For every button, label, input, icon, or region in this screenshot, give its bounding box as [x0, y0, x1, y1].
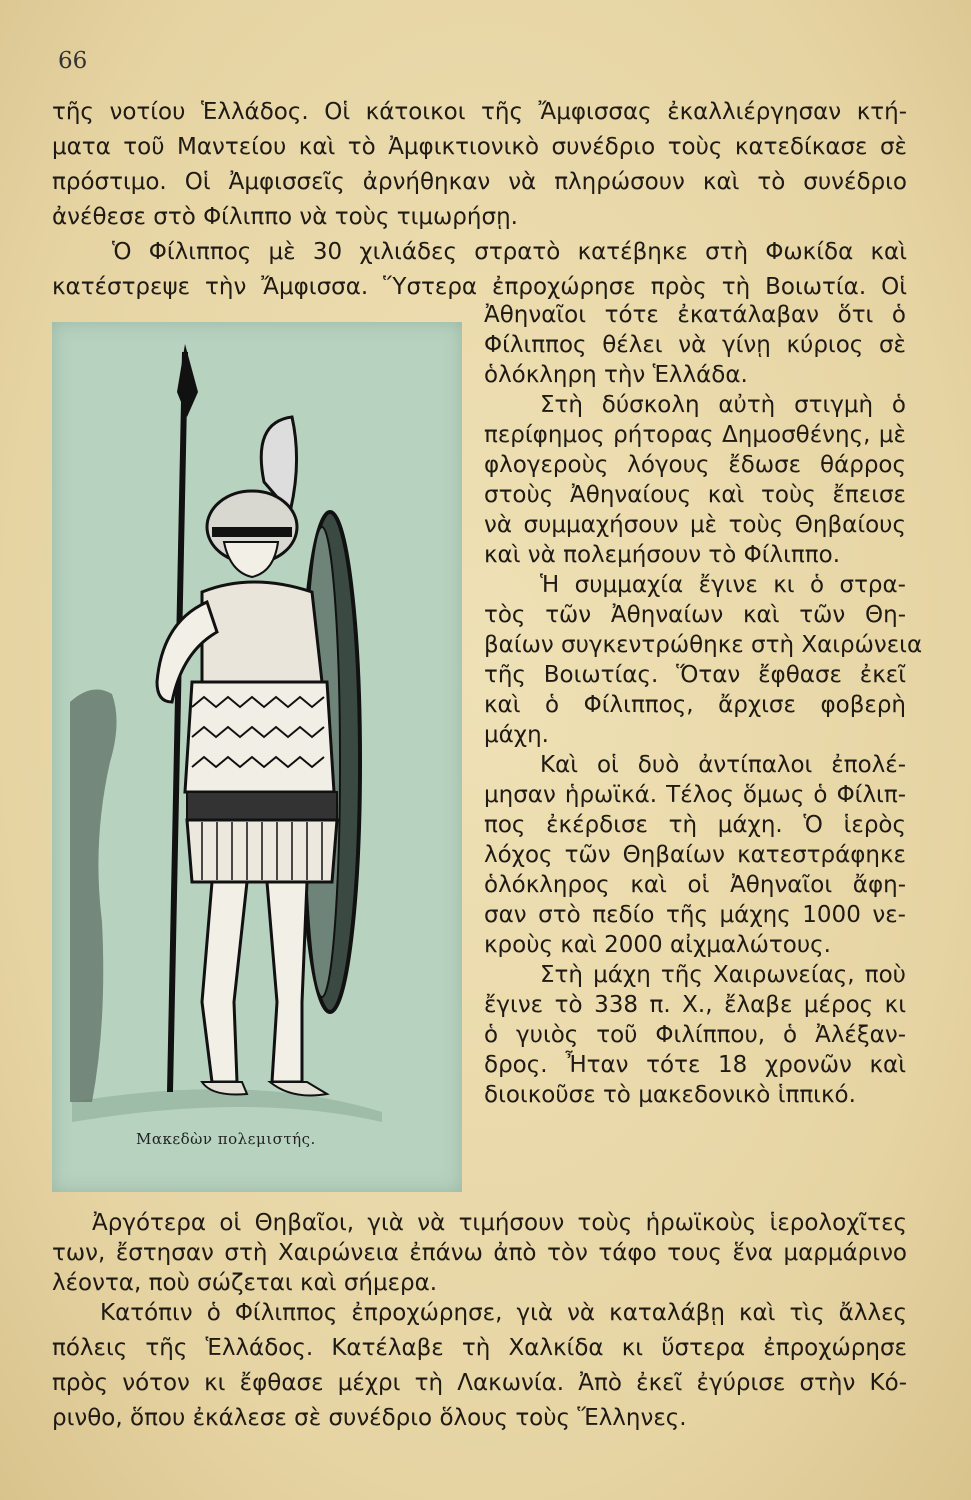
text-line: Ὁ Φίλιππος μὲ 30 χιλιάδες στρατὸ κατέβηκε στὴ Φωκίδα καὶ	[112, 239, 907, 265]
column-line: μησαν ἡρωϊκά. Τέλος ὅμως ὁ Φίλιπ-	[484, 782, 906, 808]
text-line: πρόστιμο. Οἱ Ἀμφισσεῖς ἀρνήθηκαν νὰ πληρώσουν καὶ τὸ συνέδριο	[52, 169, 907, 195]
column-line: πος ἐκέρδισε τὴ μάχη. Ὁ ἱερὸς	[484, 812, 906, 838]
column-line: περίφημος ρήτορας Δημοσθένης, μὲ	[484, 422, 906, 448]
column-line: ὁλόκληρη τὴν Ἑλλάδα.	[484, 362, 748, 388]
text-line: πρὸς νότον κι ἔφθασε μέχρι τὴ Λακωνία. Ἀπὸ ἐκεῖ ἐγύρισε στὴν Κό-	[52, 1370, 907, 1396]
column-line: Φίλιππος θέλει νὰ γίνῃ κύριος σὲ	[484, 332, 906, 358]
column-line: ἔγινε τὸ 338 π. Χ., ἔλαβε μέρος κι	[484, 992, 906, 1018]
column-line: μάχη.	[484, 722, 549, 748]
column-line: Στὴ δύσκολη αὐτὴ στιγμὴ ὁ	[540, 392, 906, 418]
text-line: των, ἔστησαν στὴ Χαιρώνεια ἐπάνω ἀπὸ τὸν τάφο τους ἕνα μαρμάρινο	[52, 1240, 907, 1266]
column-line: τῆς Βοιωτίας. Ὅταν ἔφθασε ἐκεῖ	[484, 662, 906, 688]
column-line: ὁλόκληρος καὶ οἱ Ἀθηναῖοι ἄφη-	[484, 872, 906, 898]
column-line: καὶ ὁ Φίλιππος, ἄρχισε φοβερὴ	[484, 692, 906, 718]
text-line: κατέστρεψε τὴν Ἄμφισσα. Ὕστερα ἐπροχώρησε πρὸς τὴ Βοιωτία. Οἱ	[52, 274, 907, 300]
text-line: ματα τοῦ Μαντείου καὶ τὸ Ἀμφικτιονικὸ συνέδριο τοὺς κατεδίκασε σὲ	[52, 134, 907, 160]
warrior-illustration	[52, 322, 462, 1192]
column-line: Στὴ μάχη τῆς Χαιρωνείας, ποὺ	[540, 962, 906, 988]
text-line: τῆς νοτίου Ἑλλάδος. Οἱ κάτοικοι τῆς Ἄμφισσας ἐκαλλιέργησαν κτή-	[52, 99, 907, 125]
column-line: διοικοῦσε τὸ μακεδονικὸ ἱππικό.	[484, 1082, 856, 1108]
text-line: Κατόπιν ὁ Φίλιππος ἐπροχώρησε, γιὰ νὰ καταλάβῃ καὶ τὶς ἄλλες	[100, 1300, 907, 1326]
figure-caption: Μακεδὼν πολεμιστής.	[136, 1130, 316, 1148]
macedonian-warrior-drawing	[52, 322, 462, 1192]
text-line: ἀνέθεσε στὸ Φίλιππο νὰ τοὺς τιμωρήσῃ.	[52, 204, 518, 230]
text-line: λέοντα, ποὺ σώζεται καὶ σήμερα.	[52, 1270, 438, 1296]
column-line: βαίων συγκεντρώθηκε στὴ Χαιρώνεια	[484, 632, 923, 658]
column-line: κροὺς καὶ 2000 αἰχμαλώτους.	[484, 932, 831, 958]
text-line: Ἀργότερα οἱ Θηβαῖοι, γιὰ νὰ τιμήσουν τοὺς ἡρωϊκοὺς ἱερολοχῖτες	[92, 1210, 907, 1236]
text-line: πόλεις τῆς Ἑλλάδος. Κατέλαβε τὴ Χαλκίδα κι ὕστερα ἐπροχώρησε	[52, 1335, 907, 1361]
column-line: δρος. Ἦταν τότε 18 χρονῶν καὶ	[484, 1052, 906, 1078]
right-column	[484, 300, 923, 1110]
column-line: στοὺς Ἀθηναίους καὶ τοὺς ἔπεισε	[484, 482, 906, 508]
column-line: φλογεροὺς λόγους ἔδωσε θάρρος	[484, 452, 906, 478]
column-line: λόχος τῶν Θηβαίων κατεστράφηκε	[484, 842, 906, 868]
column-line: ὁ γυιὸς τοῦ Φιλίππου, ὁ Ἀλέξαν-	[484, 1022, 906, 1048]
column-line: Ἀθηναῖοι τότε ἐκατάλαβαν ὅτι ὁ	[484, 302, 906, 328]
column-line: Καὶ οἱ δυὸ ἀντίπαλοι ἐπολέ-	[540, 752, 906, 778]
column-line: νὰ συμμαχήσουν μὲ τοὺς Θηβαίους	[484, 512, 906, 538]
column-line: καὶ νὰ πολεμήσουν τὸ Φίλιππο.	[484, 542, 841, 568]
column-line: σαν στὸ πεδίο τῆς μάχης 1000 νε-	[484, 902, 906, 928]
column-line: Ἡ συμμαχία ἔγινε κι ὁ στρα-	[540, 572, 906, 598]
column-line: τὸς τῶν Ἀθηναίων καὶ τῶν Θη-	[484, 602, 906, 628]
text-line: ρινθο, ὅπου ἐκάλεσε σὲ συνέδριο ὅλους τοὺς Ἕλληνες.	[52, 1405, 687, 1431]
page-number: 66	[58, 48, 88, 74]
